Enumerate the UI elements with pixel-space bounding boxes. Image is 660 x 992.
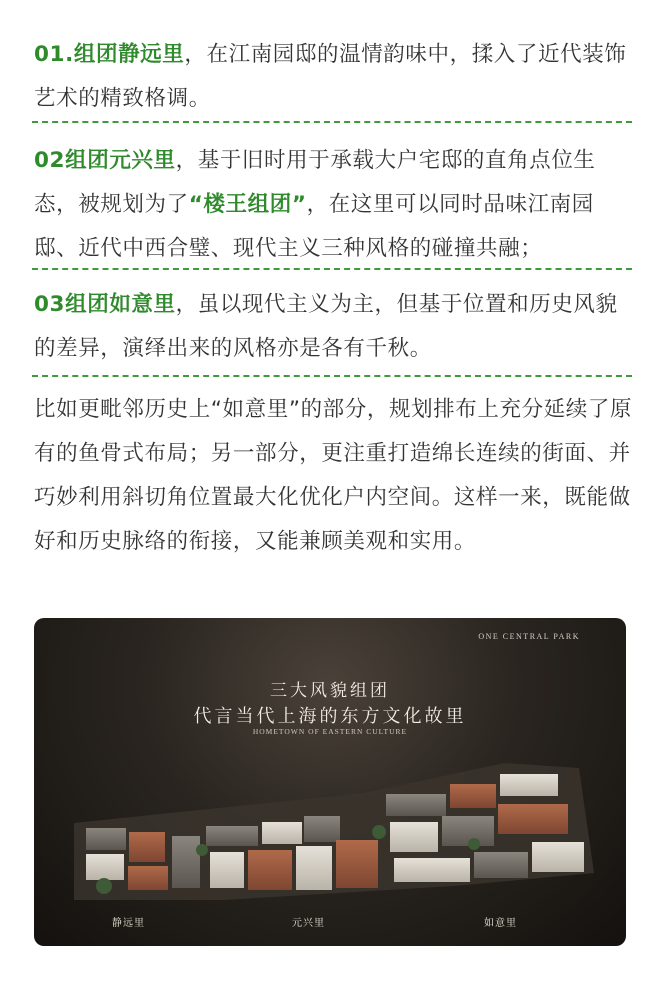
aerial-rendering [34, 618, 626, 946]
brand-label: ONE CENTRAL PARK [478, 632, 580, 641]
paragraph-3-body: ，虽以现代主义为主，但基于位置和历史风貌的差异，演绎出来的风格亦是各有千秋。 [34, 292, 618, 361]
building [336, 840, 378, 888]
building [86, 854, 124, 880]
paragraph-2-text [34, 139, 634, 271]
tree [96, 878, 112, 894]
building [172, 836, 200, 888]
building [210, 852, 244, 888]
building [394, 858, 470, 882]
building [498, 804, 568, 834]
building [248, 850, 292, 890]
building [390, 822, 438, 852]
building [128, 866, 168, 890]
building [386, 794, 446, 816]
building [442, 816, 494, 846]
building [304, 816, 340, 842]
district-label-ruyili: 如意里 [484, 918, 517, 929]
building [296, 846, 332, 890]
paragraph-3-text [34, 283, 634, 371]
dashed-divider [32, 375, 632, 377]
tree [468, 838, 480, 850]
building [262, 822, 302, 844]
group-2-name: 02组团元兴里 [34, 148, 176, 173]
paragraph-4 [34, 388, 634, 564]
building [450, 784, 496, 808]
dashed-divider [32, 121, 632, 123]
paragraph-4-text: 比如更毗邻历史上“如意里”的部分，规划排布上充分延续了原有的鱼骨式布局；另一部分，更注重打造绵长连续的街面、并巧妙利用斜切角位置最大化优化户内空间。这样一来，既能做好和历史脉络的衔接，又能兼顾美观和实用。 [34, 397, 633, 554]
paragraph-1-text [34, 33, 634, 121]
building [532, 842, 584, 872]
building [500, 774, 558, 796]
tree [372, 825, 386, 839]
building [206, 826, 258, 846]
dashed-divider [32, 268, 632, 270]
tower-king-group-quote: “楼王组团” [188, 192, 307, 217]
district-label-jingyuanli: 静远里 [112, 918, 145, 929]
tree [196, 844, 208, 856]
paragraph-3 [34, 283, 634, 371]
banner-title: 三大风貌组团 [270, 681, 390, 701]
paragraph-2-body-end: ，在这里可以同时品味江南园邸、近代中西合璧、现代主义三种风格的碰撞共融； [34, 192, 594, 261]
group-1-name: 01.组团静远里 [34, 42, 185, 67]
paragraph-2-body-start: ，基于旧时用于承载大户宅邸的直角点位生态，被规划为了 [34, 148, 596, 217]
paragraph-1 [34, 33, 634, 121]
district-label-yuanxingli: 元兴里 [292, 918, 325, 929]
banner-subtitle: HOMETOWN OF EASTERN CULTURE [252, 727, 408, 736]
building [474, 852, 528, 878]
building [129, 832, 165, 862]
banner-tagline: 代言当代上海的东方文化故里 [193, 706, 467, 727]
paragraph-2 [34, 139, 634, 271]
district-aerial-banner [34, 618, 626, 946]
group-3-name: 03组团如意里 [34, 292, 176, 317]
paragraph-1-body: ，在江南园邸的温情韵味中，揉入了近代装饰艺术的精致格调。 [34, 42, 627, 111]
building [86, 828, 126, 850]
